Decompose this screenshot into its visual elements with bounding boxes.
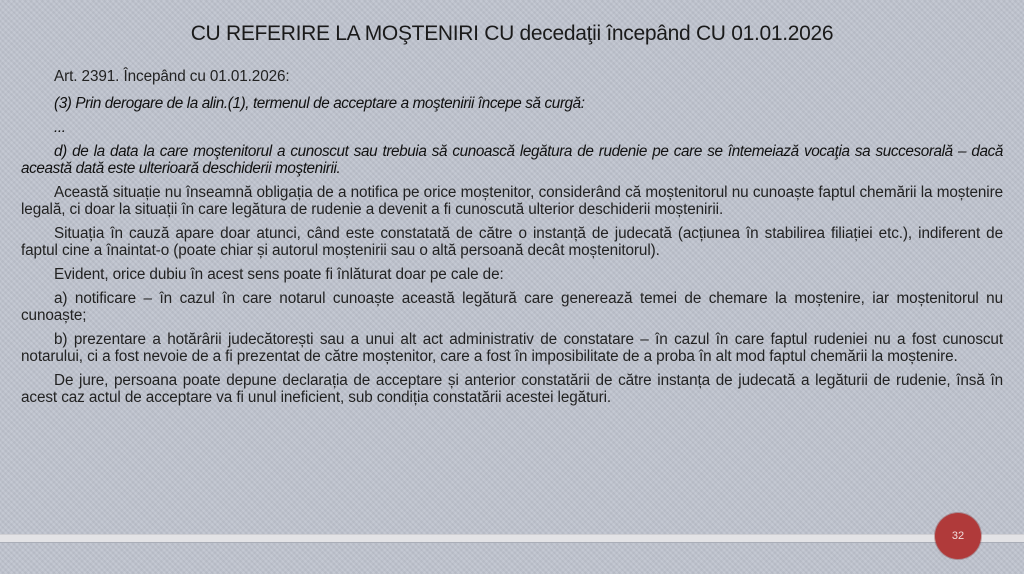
article-reference: Art. 2391. Începând cu 01.01.2026: <box>54 68 290 85</box>
slide-title: CU REFERIRE LA MOŞTENIRI CU decedaţii începând CU 01.01.2026 <box>190 22 834 45</box>
page-number-badge: 32 <box>935 513 981 559</box>
quoted-paragraph-3: (3) Prin derogare de la alin.(1), termenul de acceptare a moştenirii începe să curgă: <box>54 95 585 112</box>
footer-divider <box>0 534 1024 543</box>
slide-body <box>21 68 1003 413</box>
body-paragraph: Evident, orice dubiu în acest sens poate fi înlăturat doar pe cale de: <box>54 266 504 283</box>
list-item-b: b) prezentare a hotărârii judecătorești sau a unui alt act administrativ de constatare – în cazul în care faptul rudeniei nu a fost cunoscut notarului, ci a fost nevoie de a fi prezentat de către moștenitor, care a fost în imposibilitate de a proba în alt mod faptul chemării la moștenire. <box>21 331 1003 365</box>
body-paragraph: Această situație nu înseamnă obligația de a notifica pe orice moștenitor, considerând că moștenitorul nu cunoaște faptul chemării la moștenire legală, ci doar la situații în care legătura de rudenie a devenit a fi cunoscută ulterior deschiderii moștenirii. <box>21 184 1003 218</box>
body-paragraph: Situația în cauză apare doar atunci, când este constatată de către o instanță de judecată (acțiunea în stabilirea filiației etc.), indiferent de faptul cine a înaintat-o (poate chiar și autorul moștenirii sau o altă persoană decât moștenitorul). <box>21 225 1003 259</box>
body-paragraph: De jure, persoana poate depune declarația de acceptare și anterior constatării de către instanța de judecată a legăturii de rudenie, însă în acest caz actul de acceptare va fi unul ineficient, sub condiția constatării acestei legături. <box>21 372 1003 406</box>
list-item-a: a) notificare – în cazul în care notarul cunoaște această legătură care generează temei de chemare la moștenire, iar moștenitorul nu cunoaște; <box>21 290 1003 324</box>
quoted-letter-d: d) de la data la care moştenitorul a cunoscut sau trebuia să cunoască legătura de rudenie pe care se întemeiază vocaţia sa succesorală – dacă această dată este ulterioară deschiderii moştenirii. <box>21 143 1003 177</box>
ellipsis: ... <box>54 119 66 136</box>
